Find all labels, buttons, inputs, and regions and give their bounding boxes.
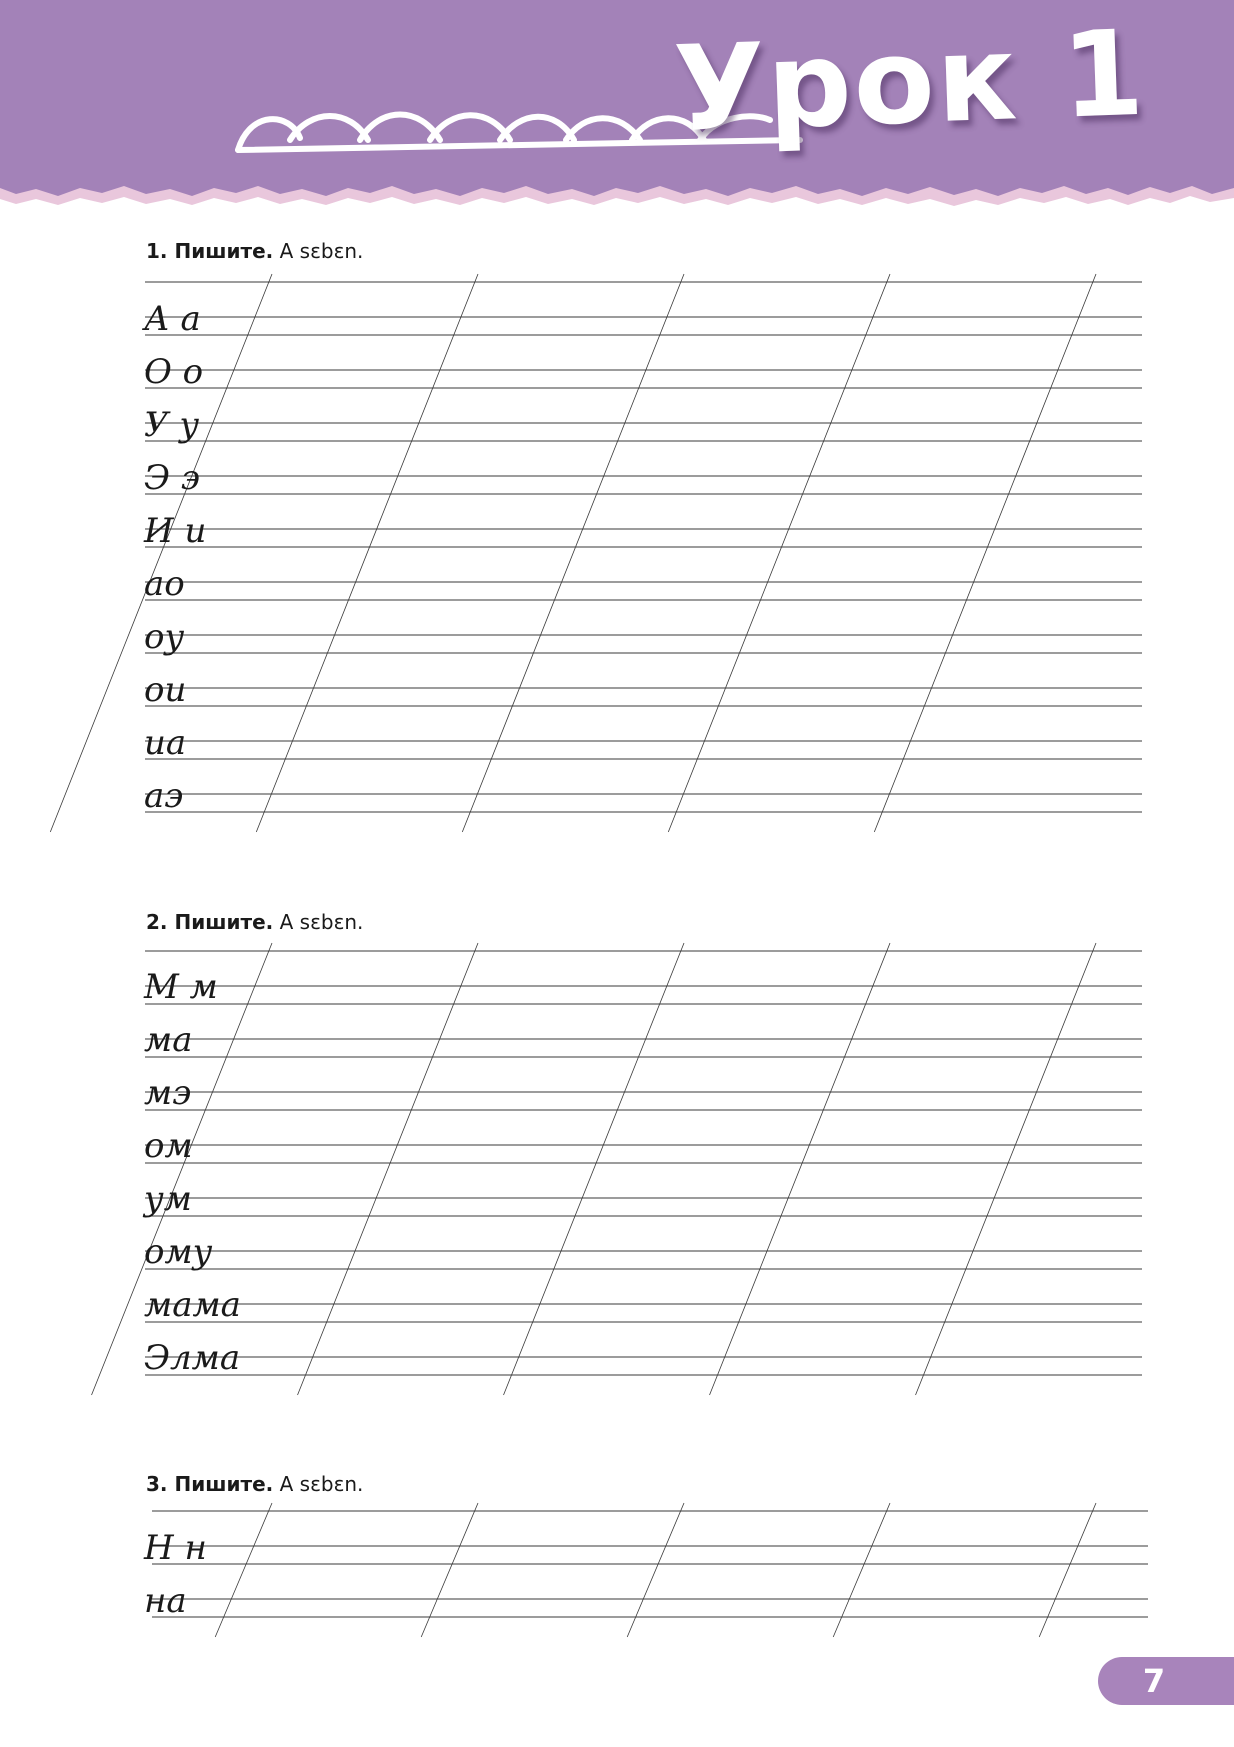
exercise-2-row-label: М м — [144, 967, 218, 1007]
slant-guide-line — [874, 274, 1096, 832]
exercise-1-row-label: ои — [144, 670, 187, 710]
slant-guide-line — [668, 274, 890, 832]
exercise-2-number: 2. — [146, 910, 168, 934]
slant-guide-line — [916, 943, 1096, 1395]
exercise-1-row-label: У у — [144, 405, 200, 445]
exercise-1-row-label: И и — [144, 511, 207, 551]
exercise-1-translation: A sɛbɛn. — [279, 239, 364, 263]
exercise-3-translation: A sɛbɛn. — [279, 1472, 364, 1496]
exercise-1-row-label: А а — [144, 299, 201, 339]
exercise-1-instruction: Пишите. — [174, 239, 274, 263]
exercise-2-row-label: ма — [144, 1020, 193, 1060]
exercise-2-row-label: мэ — [144, 1073, 192, 1113]
exercise-1-row-label: ао — [144, 564, 185, 604]
page-number: 7 — [1142, 1662, 1166, 1700]
exercise-3-number: 3. — [146, 1472, 168, 1496]
exercise-2-instruction: Пишите. — [174, 910, 274, 934]
slant-guide-line — [92, 943, 272, 1395]
slant-guide-line — [710, 943, 890, 1395]
slant-guide-line — [256, 274, 478, 832]
exercise-1-number: 1. — [146, 239, 168, 263]
exercise-1-row-label: иа — [144, 723, 187, 763]
exercise-2-row-label: ум — [144, 1179, 192, 1219]
exercise-2-row-label: мама — [144, 1285, 241, 1325]
exercise-3-instruction: Пишите. — [174, 1472, 274, 1496]
exercise-2-row-label: Элма — [144, 1338, 241, 1378]
exercise-2-row-label: ом — [144, 1126, 193, 1166]
slant-guide-line — [504, 943, 684, 1395]
exercise-1-row-label: аэ — [144, 776, 184, 816]
exercise-1-row-label: Э э — [144, 458, 200, 498]
page-number-tab — [1098, 1657, 1234, 1705]
exercise-2-row-label: ому — [144, 1232, 213, 1272]
exercise-2-translation: A sɛbɛn. — [279, 910, 364, 934]
slant-guide-line — [462, 274, 684, 832]
exercise-3-row-label: на — [144, 1581, 187, 1621]
exercise-3-row-label: Н н — [144, 1528, 207, 1568]
exercise-1-row-label: О о — [144, 352, 204, 392]
slant-guide-line — [298, 943, 478, 1395]
lesson-title: Урок 1 — [671, 3, 1149, 159]
exercise-1-row-label: оу — [144, 617, 185, 657]
